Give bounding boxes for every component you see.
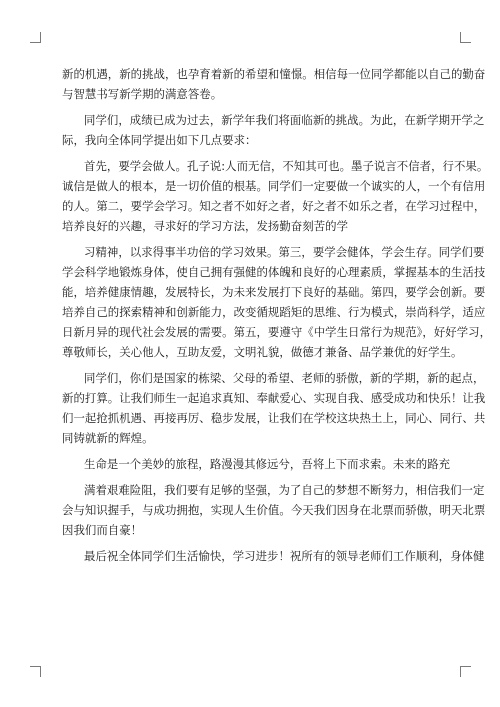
text-line: 与智慧书写新学期的满意答卷。 <box>62 87 223 101</box>
crop-mark-top-right <box>460 32 471 43</box>
text-line: 学会科学地锻炼身体，使自己拥有强健的体魄和良好的心理素质，掌握基本的生活技 <box>62 265 486 279</box>
paragraph <box>62 110 485 150</box>
text-line: 新的机遇，新的挑战，也孕育着新的希望和憧憬。相信每一位同学都能以自己的勤奋 <box>62 67 486 81</box>
text-line: 生命是一个美妙的旅程，路漫漫其修远兮，吾将上下而求索。未来的路充 <box>84 457 451 471</box>
paragraph <box>62 64 486 104</box>
text-line: 们一起抢抓机遇、再接再厉、稳步发展，让我们在学校这块热土上，同心、同行、共 <box>62 411 486 425</box>
text-line: 培养自己的探索精神和创新能力，改变循规蹈矩的思维、行为模式，崇尚科学，适应 <box>62 305 486 319</box>
paragraph <box>62 242 492 362</box>
paragraph <box>62 156 489 236</box>
crop-mark-top-left <box>30 32 41 43</box>
document-body <box>62 64 492 566</box>
crop-mark-bottom-right <box>460 666 471 677</box>
text-line: 习精神，以求得事半功倍的学习效果。第三，要学会健体，学会生存。同学们要 <box>84 245 485 259</box>
paragraph <box>62 480 486 540</box>
text-line: 尊敬师长，关心他人，互助友爱，文明礼貌，做德才兼备、品学兼优的好学生。 <box>62 345 463 359</box>
text-line: 会与知识握手，与成功拥抱，实现人生价值。今天我们因身在北票而骄傲，明天北票 <box>62 503 486 517</box>
text-line: 能，培养健康情趣，发展特长，为未来发展打下良好的基础。第四，要学会创新。要 <box>62 285 486 299</box>
paragraph <box>62 546 485 566</box>
text-line: 培养良好的兴趣，寻求好的学习方法，发扬勤奋刻苦的学 <box>62 219 349 233</box>
text-line: 同铸就新的辉煌。 <box>62 431 154 445</box>
text-line: 日新月异的现代社会发展的需要。第五，要遵守《中学生日常行为规范》，好好学习， <box>62 325 492 339</box>
text-line: 际，我向全体同学提出如下几点要求： <box>62 133 257 147</box>
text-line: 首先，要学会做人。孔子说:人而无信，不知其可也。墨子说言不信者，行不果。 <box>84 159 489 173</box>
text-line: 同学们，成绩已成为过去，新学年我们将面临新的挑战。为此，在新学期开学之 <box>84 113 485 127</box>
text-line: 因我们而自豪！ <box>62 523 143 537</box>
text-line: 满着艰难险阻，我们要有足够的坚强，为了自己的梦想不断努力，相信我们一定 <box>84 483 485 497</box>
text-line: 新的打算。让我们师生一起追求真知、奉献爱心、实现自我、感受成功和快乐！让我 <box>62 391 486 405</box>
text-line: 的人。第二，要学会学习。知之者不如好之者，好之者不如乐之者，在学习过程中， <box>62 199 486 213</box>
text-line: 诚信是做人的根本，是一切价值的根基。同学们一定要做一个诚实的人，一个有信用 <box>62 179 486 193</box>
paragraph <box>62 368 486 448</box>
crop-mark-bottom-left <box>30 666 41 677</box>
text-line: 同学们，你们是国家的栋梁、父母的希望、老师的骄傲，新的学期，新的起点， <box>84 371 485 385</box>
paragraph <box>62 454 451 474</box>
text-line: 最后祝全体同学们生活愉快，学习进步！祝所有的领导老师们工作顺利，身体健 <box>84 549 485 563</box>
